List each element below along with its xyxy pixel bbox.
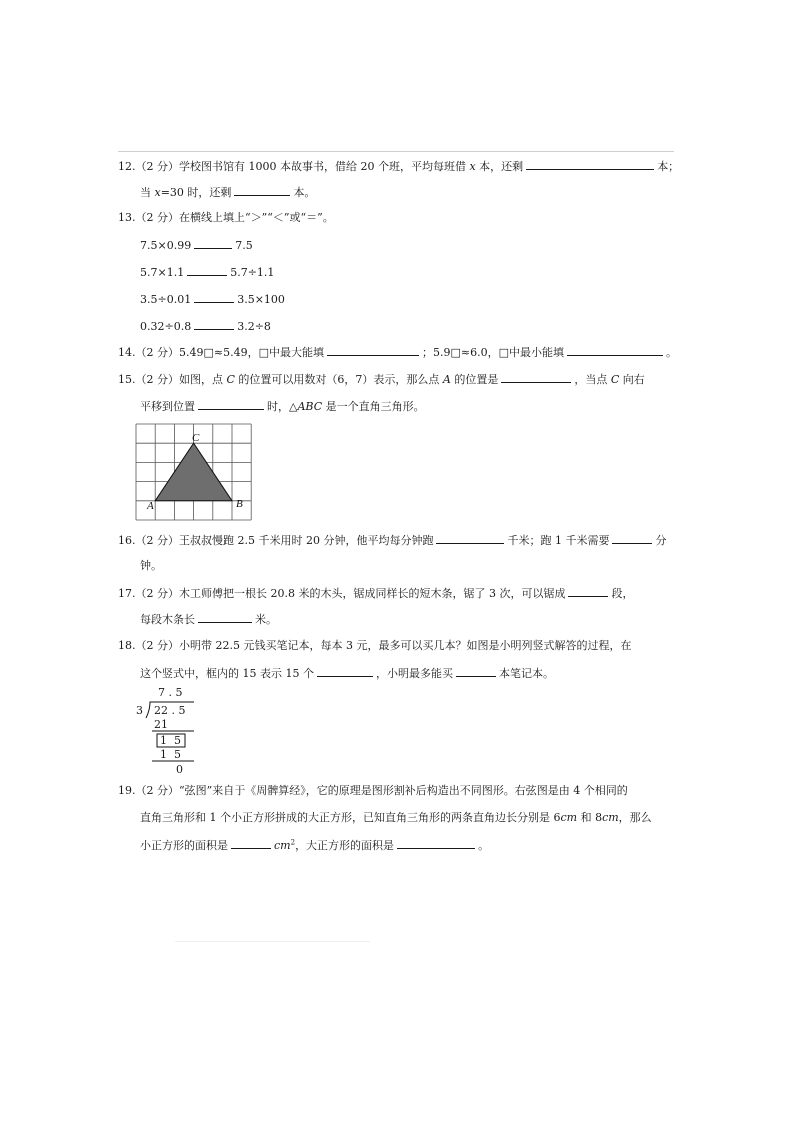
divisor: 3: [136, 704, 143, 717]
quotient: 7 . 5: [158, 686, 183, 699]
triangle-abc: [155, 443, 232, 501]
header-divider: [118, 151, 674, 152]
q13-row: 5.7×1.1 5.7÷1.1: [140, 266, 275, 279]
point-b-label: B: [236, 498, 243, 510]
question-14: 14.（2 分）5.49□≈5.49，□中最大能填 ；5.9□≈6.0，□中最小能填 。: [118, 346, 677, 359]
q13-row: 3.5÷0.01 3.5×100: [140, 293, 285, 306]
q13-row: 7.5×0.99 7.5: [140, 239, 253, 252]
coordinate-grid-figure: [132, 422, 256, 527]
answer-blank[interactable]: [194, 291, 234, 303]
division-step-2: 1 5: [160, 748, 181, 761]
answer-blank[interactable]: [317, 665, 373, 677]
remainder: 0: [176, 763, 183, 776]
question-18-line-2: 这个竖式中，框内的 15 表示 15 个 ，小明最多能买 本笔记本。: [140, 667, 554, 680]
answer-blank[interactable]: [194, 318, 234, 330]
question-19-line-3: 小正方形的面积是 $cm^2$，大正方形的面积是 。: [140, 838, 490, 852]
footer-divider: [175, 941, 370, 942]
long-division-figure: [132, 686, 212, 776]
answer-blank[interactable]: [327, 344, 419, 356]
answer-blank[interactable]: [567, 344, 663, 356]
division-step-1: 21: [154, 718, 168, 731]
point-c-label: C: [192, 432, 200, 444]
question-12-line-2: 当 x=30 时，还剩 本。: [140, 186, 316, 199]
division-lines: [132, 686, 212, 776]
question-16-line-2: 钟。: [140, 559, 162, 572]
dividend: 22 . 5: [154, 704, 186, 717]
answer-blank[interactable]: [456, 665, 496, 677]
answer-blank[interactable]: [612, 532, 652, 544]
answer-blank[interactable]: [187, 264, 227, 276]
grid-svg: [132, 422, 256, 524]
answer-blank[interactable]: [194, 237, 232, 249]
question-16-line-1: 16.（2 分）王叔叔慢跑 2.5 千米用时 20 分钟，他平均每分钟跑 千米；跑 1 千米需要 分: [118, 534, 667, 547]
point-a-label: A: [147, 500, 154, 512]
answer-blank[interactable]: [198, 398, 264, 410]
question-15-line-2: 平移到位置 时，△ABC 是一个直角三角形。: [140, 400, 425, 413]
question-13-title: 13.（2 分）在横线上填上“＞”“＜”或“＝”。: [118, 211, 334, 224]
question-18-line-1: 18.（2 分）小明带 22.5 元钱买笔记本，每本 3 元，最多可以买几本？如图是小明列竖式解答的过程，在: [118, 639, 632, 652]
question-12-line-1: 12.（2 分）学校图书馆有 1000 本故事书，借给 20 个班，平均每班借 x 本，还剩 本；: [118, 160, 680, 173]
answer-blank[interactable]: [234, 184, 290, 196]
answer-blank[interactable]: [231, 837, 271, 849]
answer-blank[interactable]: [568, 585, 608, 597]
answer-blank[interactable]: [436, 532, 504, 544]
q13-row: 0.32÷0.8 3.2÷8: [140, 320, 271, 333]
boxed-15: 1 5: [160, 734, 181, 747]
answer-blank[interactable]: [397, 837, 475, 849]
question-17-line-1: 17.（2 分）木工师傅把一根长 20.8 米的木头，锯成同样长的短木条，锯了 3 次，可以锯成 段，: [118, 587, 634, 600]
answer-blank[interactable]: [526, 158, 654, 170]
question-19-line-1: 19.（2 分）“弦图”来自于《周髀算经》，它的原理是图形割补后构造出不同图形。右弦图是由 4 个相同的: [118, 784, 628, 797]
answer-blank[interactable]: [198, 611, 252, 623]
question-19-line-2: 直角三角形和 1 个小正方形拼成的大正方形，已知直角三角形的两条直角边长分别是 6cm 和 8cm，那么: [140, 811, 652, 824]
answer-blank[interactable]: [501, 371, 571, 383]
question-17-line-2: 每段木条长 米。: [140, 613, 277, 626]
question-15-line-1: 15.（2 分）如图，点 C 的位置可以用数对（6，7）表示，那么点 A 的位置是 ，当点 C 向右: [118, 373, 645, 386]
